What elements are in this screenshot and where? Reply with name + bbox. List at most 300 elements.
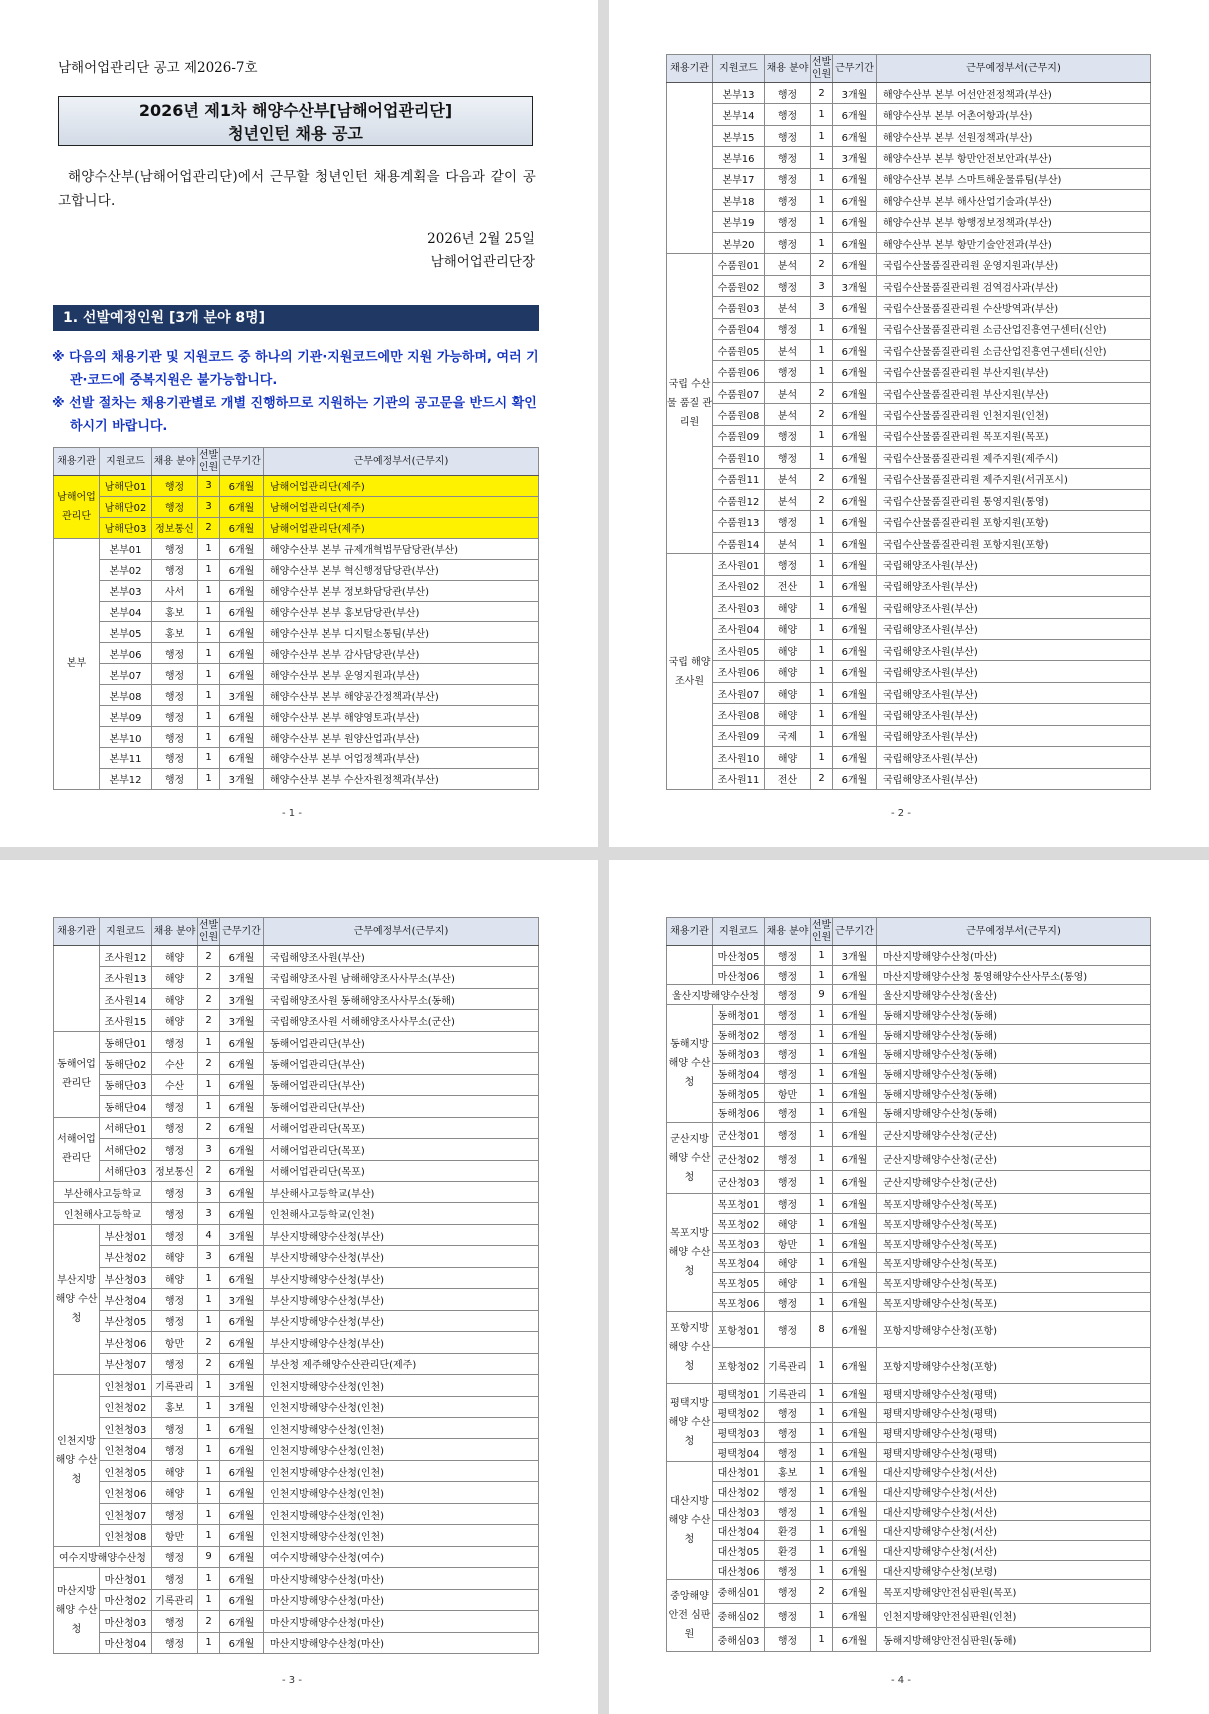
org-cell: 군산지방 해양 수산청 bbox=[667, 1123, 713, 1194]
code-cell: 부산청04 bbox=[100, 1289, 152, 1310]
code-cell: 본부04 bbox=[100, 601, 152, 622]
table-row bbox=[667, 318, 1151, 339]
count-cell: 2 bbox=[198, 1611, 220, 1632]
table-row bbox=[54, 1096, 539, 1117]
code-cell: 조사원01 bbox=[713, 554, 765, 575]
code-cell: 본부18 bbox=[713, 190, 765, 211]
period-cell: 6개월 bbox=[833, 1580, 877, 1604]
dept-cell: 해양수산부 본부 해사산업기술과(부산) bbox=[877, 190, 1151, 211]
code-cell: 조사원12 bbox=[100, 946, 152, 967]
table-row bbox=[667, 682, 1151, 703]
period-cell: 6개월 bbox=[220, 538, 264, 559]
dept-cell: 울산지방해양수산청(울산) bbox=[877, 985, 1151, 1005]
table-row bbox=[667, 1348, 1151, 1384]
dept-cell: 해양수산부 본부 항행정보정책과(부산) bbox=[877, 211, 1151, 232]
table-row bbox=[667, 965, 1151, 985]
field-cell: 사서 bbox=[152, 580, 198, 601]
period-cell: 3개월 bbox=[833, 147, 877, 168]
dept-cell: 부산지방해양수산청(부산) bbox=[264, 1224, 539, 1245]
period-cell: 6개월 bbox=[833, 554, 877, 575]
code-cell: 조사원09 bbox=[713, 725, 765, 746]
org-cell: 서해어업 관리단 bbox=[54, 1117, 100, 1181]
field-cell: 행정 bbox=[152, 685, 198, 706]
table-row bbox=[54, 1203, 539, 1224]
table-row bbox=[667, 725, 1151, 746]
dept-cell: 대산지방해양수산청(서산) bbox=[877, 1501, 1151, 1521]
code-cell: 본부17 bbox=[713, 168, 765, 189]
dept-cell: 인천지방해양수산청(인천) bbox=[264, 1375, 539, 1396]
dept-cell: 해양수산부 본부 혁신행정담당관(부산) bbox=[264, 559, 539, 580]
title-line-2: 청년인턴 채용 공고 bbox=[228, 124, 363, 143]
code-cell: 평택청01 bbox=[713, 1383, 765, 1403]
field-cell: 해양 bbox=[765, 661, 811, 682]
count-cell: 1 bbox=[811, 1627, 833, 1651]
field-cell: 행정 bbox=[152, 476, 198, 497]
dept-cell: 동해지방해양수산청(동해) bbox=[877, 1005, 1151, 1025]
count-cell: 2 bbox=[198, 967, 220, 988]
code-cell: 동해청01 bbox=[713, 1005, 765, 1025]
dept-cell: 마산지방해양수산청(마산) bbox=[264, 1632, 539, 1654]
table-row bbox=[667, 1233, 1151, 1253]
notice-item: ※ 선발 절차는 채용기관별로 개별 진행하므로 지원하는 기관의 공고문을 반드시 확인하시기 바랍니다. bbox=[52, 396, 537, 434]
code-cell: 마산청01 bbox=[100, 1568, 152, 1589]
field-cell: 해양 bbox=[152, 988, 198, 1009]
code-cell: 평택청03 bbox=[713, 1423, 765, 1443]
period-cell: 6개월 bbox=[833, 1005, 877, 1025]
count-cell: 1 bbox=[811, 1604, 833, 1628]
dept-cell: 여수지방해양수산청(여수) bbox=[264, 1546, 539, 1567]
table-row bbox=[667, 468, 1151, 489]
period-cell: 6개월 bbox=[220, 1589, 264, 1610]
dept-cell: 국립수산물품질관리원 검역검사과(부산) bbox=[877, 275, 1151, 296]
period-cell: 6개월 bbox=[220, 1417, 264, 1438]
count-cell: 1 bbox=[811, 1541, 833, 1561]
count-cell: 3 bbox=[811, 297, 833, 318]
period-cell: 6개월 bbox=[833, 682, 877, 703]
period-cell: 6개월 bbox=[833, 447, 877, 468]
dept-cell: 마산지방해양수산청(마산) bbox=[264, 1611, 539, 1632]
code-cell: 조사원06 bbox=[713, 661, 765, 682]
field-cell: 행정 bbox=[765, 1123, 811, 1147]
page-number: - 3 - bbox=[282, 1675, 302, 1686]
period-cell: 6개월 bbox=[833, 1442, 877, 1462]
code-cell: 목포청01 bbox=[713, 1194, 765, 1214]
column-header: 근무기간 bbox=[220, 918, 264, 946]
code-cell: 조사원11 bbox=[713, 768, 765, 790]
period-cell: 3개월 bbox=[220, 768, 264, 789]
count-cell: 1 bbox=[198, 643, 220, 664]
period-cell: 6개월 bbox=[220, 643, 264, 664]
dept-cell: 동해지방해양수산청(동해) bbox=[877, 1103, 1151, 1123]
field-cell: 해양 bbox=[765, 747, 811, 768]
period-cell: 6개월 bbox=[220, 496, 264, 517]
org-cell: 대산지방 해양 수산청 bbox=[667, 1462, 713, 1580]
column-header: 채용 분야 bbox=[765, 918, 811, 946]
period-cell: 6개월 bbox=[833, 1560, 877, 1580]
column-header: 근무기간 bbox=[220, 448, 264, 476]
field-cell: 행정 bbox=[152, 664, 198, 685]
table-row bbox=[54, 706, 539, 727]
period-cell: 3개월 bbox=[220, 1010, 264, 1031]
code-cell: 인천청03 bbox=[100, 1417, 152, 1438]
period-cell: 6개월 bbox=[833, 1541, 877, 1561]
count-cell: 3 bbox=[198, 1246, 220, 1267]
code-cell: 목포청05 bbox=[713, 1273, 765, 1293]
field-cell: 행정 bbox=[765, 1627, 811, 1651]
table-row bbox=[54, 1224, 539, 1245]
field-cell: 행정 bbox=[765, 1170, 811, 1194]
count-cell: 1 bbox=[198, 1267, 220, 1288]
dept-cell: 국립해양조사원 동해해양조사사무소(동해) bbox=[264, 988, 539, 1009]
count-cell: 2 bbox=[811, 768, 833, 790]
count-cell: 1 bbox=[811, 1383, 833, 1403]
dept-cell: 해양수산부 본부 디지털소통팀(부산) bbox=[264, 622, 539, 643]
period-cell: 6개월 bbox=[220, 1117, 264, 1138]
period-cell: 6개월 bbox=[833, 104, 877, 125]
dept-cell: 해양수산부 본부 어선안전정책과(부산) bbox=[877, 83, 1151, 104]
period-cell: 3개월 bbox=[220, 1396, 264, 1417]
count-cell: 1 bbox=[198, 601, 220, 622]
period-cell: 3개월 bbox=[833, 946, 877, 966]
table-row bbox=[667, 1273, 1151, 1293]
column-header: 근무예정부서(근무지) bbox=[877, 918, 1151, 946]
dept-cell: 해양수산부 본부 어업정책과(부산) bbox=[264, 747, 539, 768]
dept-cell: 국립수산물품질관리원 목포지원(목포) bbox=[877, 425, 1151, 446]
dept-cell: 목포지방해양수산청(목포) bbox=[877, 1253, 1151, 1273]
org-cell: 여수지방해양수산청 bbox=[54, 1546, 152, 1567]
code-cell: 동해단01 bbox=[100, 1031, 152, 1052]
dept-cell: 목포지방해양수산청(목포) bbox=[877, 1292, 1151, 1312]
period-cell: 3개월 bbox=[220, 1375, 264, 1396]
period-cell: 6개월 bbox=[833, 297, 877, 318]
period-cell: 6개월 bbox=[220, 747, 264, 768]
field-cell: 행정 bbox=[765, 1103, 811, 1123]
table-row bbox=[54, 1396, 539, 1417]
field-cell: 해양 bbox=[765, 1253, 811, 1273]
code-cell: 조사원15 bbox=[100, 1010, 152, 1031]
period-cell: 6개월 bbox=[833, 597, 877, 618]
dept-cell: 국립해양조사원(부산) bbox=[877, 725, 1151, 746]
code-cell: 마산청04 bbox=[100, 1632, 152, 1654]
period-cell: 6개월 bbox=[220, 727, 264, 748]
period-cell: 6개월 bbox=[220, 1503, 264, 1524]
table-row bbox=[667, 1123, 1151, 1147]
dept-cell: 동해지방해양수산청(동해) bbox=[877, 1024, 1151, 1044]
count-cell: 2 bbox=[811, 490, 833, 511]
count-cell: 2 bbox=[198, 517, 220, 538]
table-row bbox=[667, 1214, 1151, 1234]
count-cell: 2 bbox=[811, 468, 833, 489]
period-cell: 6개월 bbox=[220, 1460, 264, 1481]
code-cell: 본부03 bbox=[100, 580, 152, 601]
table-row bbox=[54, 1246, 539, 1267]
code-cell: 조사원08 bbox=[713, 704, 765, 725]
table-row bbox=[667, 1521, 1151, 1541]
field-cell: 전산 bbox=[765, 575, 811, 596]
table-row bbox=[667, 554, 1151, 575]
column-header: 근무예정부서(근무지) bbox=[877, 55, 1151, 83]
org-cell: 마산지방 해양 수산청 bbox=[54, 1568, 100, 1654]
code-cell: 수품원02 bbox=[713, 275, 765, 296]
code-cell: 인천청06 bbox=[100, 1482, 152, 1503]
count-cell: 1 bbox=[811, 447, 833, 468]
field-cell: 행정 bbox=[765, 125, 811, 146]
dept-cell: 인천지방해양수산청(인천) bbox=[264, 1460, 539, 1481]
table-header-row bbox=[54, 918, 539, 946]
dept-cell: 해양수산부 본부 해양영토과(부산) bbox=[264, 706, 539, 727]
code-cell: 조사원05 bbox=[713, 639, 765, 660]
table-row bbox=[54, 988, 539, 1009]
period-cell: 6개월 bbox=[833, 1024, 877, 1044]
code-cell: 본부09 bbox=[100, 706, 152, 727]
code-cell: 본부11 bbox=[100, 747, 152, 768]
field-cell: 행정 bbox=[765, 1005, 811, 1025]
dept-cell: 인천지방해양안전심판원(인천) bbox=[877, 1604, 1151, 1628]
field-cell: 행정 bbox=[765, 361, 811, 382]
dept-cell: 국립수산물품질관리원 인천지원(인천) bbox=[877, 404, 1151, 425]
dept-cell: 인천지방해양수산청(인천) bbox=[264, 1417, 539, 1438]
dept-cell: 국립해양조사원(부산) bbox=[264, 946, 539, 967]
count-cell: 1 bbox=[811, 425, 833, 446]
dept-cell: 남해어업관리단(제주) bbox=[264, 476, 539, 497]
period-cell: 6개월 bbox=[220, 664, 264, 685]
field-cell: 행정 bbox=[152, 1117, 198, 1138]
table-row bbox=[54, 559, 539, 580]
count-cell: 1 bbox=[198, 747, 220, 768]
count-cell: 1 bbox=[811, 747, 833, 768]
code-cell: 부산청07 bbox=[100, 1353, 152, 1374]
field-cell: 행정 bbox=[765, 318, 811, 339]
code-cell: 수품원12 bbox=[713, 490, 765, 511]
code-cell: 평택청02 bbox=[713, 1403, 765, 1423]
code-cell: 수품원06 bbox=[713, 361, 765, 382]
count-cell: 1 bbox=[198, 1289, 220, 1310]
code-cell: 조사원07 bbox=[713, 682, 765, 703]
table-row bbox=[54, 496, 539, 517]
field-cell: 행정 bbox=[152, 1096, 198, 1117]
count-cell: 1 bbox=[198, 622, 220, 643]
period-cell: 6개월 bbox=[833, 1423, 877, 1443]
count-cell: 1 bbox=[198, 1396, 220, 1417]
dept-cell: 동해지방해양수산청(동해) bbox=[877, 1044, 1151, 1064]
column-header: 근무기간 bbox=[833, 55, 877, 83]
code-cell: 목포청06 bbox=[713, 1292, 765, 1312]
dept-cell: 부산해사고등학교(부산) bbox=[264, 1181, 539, 1202]
field-cell: 행정 bbox=[765, 232, 811, 253]
period-cell: 6개월 bbox=[833, 985, 877, 1005]
count-cell: 2 bbox=[198, 988, 220, 1009]
table-row bbox=[667, 490, 1151, 511]
dept-cell: 동해어업관리단(부산) bbox=[264, 1096, 539, 1117]
period-cell: 6개월 bbox=[220, 1568, 264, 1589]
code-cell: 마산청02 bbox=[100, 1589, 152, 1610]
count-cell: 1 bbox=[811, 1501, 833, 1521]
period-cell: 6개월 bbox=[833, 639, 877, 660]
period-cell: 6개월 bbox=[220, 1181, 264, 1202]
code-cell: 대산청02 bbox=[713, 1482, 765, 1502]
dept-cell: 해양수산부 본부 항만안전보안과(부산) bbox=[877, 147, 1151, 168]
table-row bbox=[667, 1083, 1151, 1103]
code-cell: 수품원09 bbox=[713, 425, 765, 446]
notice-item: ※ 다음의 채용기관 및 지원코드 중 하나의 기관·지원코드에만 지원 가능하며, 여러 기관·코드에 중복지원은 불가능합니다. bbox=[52, 350, 539, 388]
period-cell: 3개월 bbox=[833, 275, 877, 296]
page-number: - 1 - bbox=[282, 808, 302, 819]
table-row bbox=[667, 1423, 1151, 1443]
count-cell: 1 bbox=[811, 1423, 833, 1443]
table-header-row bbox=[54, 448, 539, 476]
period-cell: 6개월 bbox=[220, 1482, 264, 1503]
table-row bbox=[667, 618, 1151, 639]
table-row bbox=[667, 382, 1151, 403]
table-row bbox=[54, 1031, 539, 1052]
dept-cell: 인천지방해양수산청(인천) bbox=[264, 1439, 539, 1460]
dept-cell: 해양수산부 본부 감사담당관(부산) bbox=[264, 643, 539, 664]
code-cell: 본부02 bbox=[100, 559, 152, 580]
dept-cell: 국립수산물품질관리원 수산방역과(부산) bbox=[877, 297, 1151, 318]
code-cell: 마산청05 bbox=[713, 946, 765, 966]
count-cell: 1 bbox=[811, 1044, 833, 1064]
period-cell: 6개월 bbox=[833, 168, 877, 189]
column-header: 지원코드 bbox=[713, 918, 765, 946]
count-cell: 1 bbox=[811, 1403, 833, 1423]
dept-cell: 해양수산부 본부 정보화담당관(부산) bbox=[264, 580, 539, 601]
table-row bbox=[54, 476, 539, 497]
count-cell: 1 bbox=[198, 727, 220, 748]
code-cell: 수품원11 bbox=[713, 468, 765, 489]
table-row bbox=[54, 517, 539, 538]
dept-cell: 마산지방해양수산청(마산) bbox=[264, 1589, 539, 1610]
count-cell: 1 bbox=[811, 597, 833, 618]
field-cell: 행정 bbox=[765, 275, 811, 296]
count-cell: 2 bbox=[198, 946, 220, 967]
field-cell: 행정 bbox=[765, 211, 811, 232]
column-header: 선발 인원 bbox=[811, 55, 833, 83]
dept-cell: 평택지방해양수산청(평택) bbox=[877, 1442, 1151, 1462]
code-cell: 조사원14 bbox=[100, 988, 152, 1009]
dept-cell: 국립수산물품질관리원 포항지원(포항) bbox=[877, 532, 1151, 553]
field-cell: 행정 bbox=[765, 965, 811, 985]
period-cell: 3개월 bbox=[220, 1289, 264, 1310]
code-cell: 대산청03 bbox=[713, 1501, 765, 1521]
dept-cell: 해양수산부 본부 원양산업과(부산) bbox=[264, 727, 539, 748]
code-cell: 서해단02 bbox=[100, 1139, 152, 1160]
field-cell: 분석 bbox=[765, 340, 811, 361]
code-cell: 본부14 bbox=[713, 104, 765, 125]
dept-cell: 국립수산물품질관리원 소금산업진흥연구센터(신안) bbox=[877, 340, 1151, 361]
code-cell: 군산청03 bbox=[713, 1170, 765, 1194]
code-cell: 동해청03 bbox=[713, 1044, 765, 1064]
count-cell: 1 bbox=[198, 706, 220, 727]
period-cell: 6개월 bbox=[833, 1521, 877, 1541]
recruitment-table bbox=[53, 447, 539, 790]
table-row bbox=[54, 1417, 539, 1438]
count-cell: 3 bbox=[198, 476, 220, 497]
table-row bbox=[667, 1541, 1151, 1561]
period-cell: 3개월 bbox=[220, 988, 264, 1009]
section-heading: 1. 선발예정인원 [3개 분야 8명] bbox=[53, 305, 539, 331]
code-cell: 본부07 bbox=[100, 664, 152, 685]
count-cell: 2 bbox=[198, 1332, 220, 1353]
count-cell: 1 bbox=[811, 1292, 833, 1312]
count-cell: 1 bbox=[811, 1462, 833, 1482]
code-cell: 본부20 bbox=[713, 232, 765, 253]
issue-date: 2026년 2월 25일 bbox=[427, 231, 535, 247]
period-cell: 6개월 bbox=[833, 425, 877, 446]
count-cell: 2 bbox=[198, 1010, 220, 1031]
field-cell: 기록관리 bbox=[765, 1348, 811, 1384]
period-cell: 6개월 bbox=[220, 1611, 264, 1632]
intro-paragraph: 해양수산부(남해어업관리단)에서 근무할 청년인턴 채용계획을 다음과 같이 공고합니다. bbox=[58, 169, 536, 209]
dept-cell: 목포지방해양수산청(목포) bbox=[877, 1273, 1151, 1293]
count-cell: 1 bbox=[198, 1482, 220, 1503]
period-cell: 6개월 bbox=[833, 1170, 877, 1194]
table-row bbox=[667, 232, 1151, 253]
code-cell: 인천청05 bbox=[100, 1460, 152, 1481]
dept-cell: 부산지방해양수산청(부산) bbox=[264, 1332, 539, 1353]
field-cell: 기록관리 bbox=[765, 1383, 811, 1403]
table-row bbox=[667, 125, 1151, 146]
period-cell: 6개월 bbox=[833, 1083, 877, 1103]
field-cell: 기록관리 bbox=[152, 1589, 198, 1610]
issue-block bbox=[427, 228, 535, 274]
period-cell: 6개월 bbox=[220, 1332, 264, 1353]
table-row bbox=[54, 1525, 539, 1546]
field-cell: 행정 bbox=[765, 985, 811, 1005]
field-cell: 행정 bbox=[765, 1146, 811, 1170]
count-cell: 1 bbox=[811, 1482, 833, 1502]
page-number: - 4 - bbox=[891, 1675, 911, 1686]
table-row bbox=[54, 643, 539, 664]
field-cell: 수산 bbox=[152, 1053, 198, 1074]
org-cell: 울산지방해양수산청 bbox=[667, 985, 765, 1005]
code-cell: 조사원10 bbox=[713, 747, 765, 768]
count-cell: 1 bbox=[811, 104, 833, 125]
field-cell: 홍보 bbox=[152, 622, 198, 643]
period-cell: 6개월 bbox=[833, 1194, 877, 1214]
period-cell: 3개월 bbox=[220, 685, 264, 706]
dept-cell: 목포지방해양수산청(목포) bbox=[877, 1214, 1151, 1234]
period-cell: 6개월 bbox=[220, 1267, 264, 1288]
column-header: 채용 분야 bbox=[152, 448, 198, 476]
field-cell: 행정 bbox=[152, 1031, 198, 1052]
count-cell: 1 bbox=[811, 211, 833, 232]
field-cell: 행정 bbox=[152, 706, 198, 727]
period-cell: 6개월 bbox=[833, 1312, 877, 1348]
table-row bbox=[667, 1403, 1151, 1423]
field-cell: 행정 bbox=[152, 1568, 198, 1589]
table-row bbox=[54, 1332, 539, 1353]
count-cell: 3 bbox=[198, 1203, 220, 1224]
period-cell: 6개월 bbox=[833, 725, 877, 746]
count-cell: 1 bbox=[811, 1233, 833, 1253]
field-cell: 행정 bbox=[765, 1292, 811, 1312]
period-cell: 6개월 bbox=[220, 706, 264, 727]
notice-list bbox=[52, 346, 542, 438]
dept-cell: 목포지방해양안전심판원(목포) bbox=[877, 1580, 1151, 1604]
field-cell: 행정 bbox=[152, 1611, 198, 1632]
table-row bbox=[667, 597, 1151, 618]
count-cell: 1 bbox=[811, 661, 833, 682]
field-cell: 행정 bbox=[765, 1194, 811, 1214]
field-cell: 해양 bbox=[152, 1246, 198, 1267]
table-row bbox=[54, 1460, 539, 1481]
table-row bbox=[667, 639, 1151, 660]
field-cell: 해양 bbox=[765, 682, 811, 703]
period-cell: 3개월 bbox=[220, 967, 264, 988]
code-cell: 대산청06 bbox=[713, 1560, 765, 1580]
table-row bbox=[54, 1139, 539, 1160]
period-cell: 6개월 bbox=[833, 1123, 877, 1147]
